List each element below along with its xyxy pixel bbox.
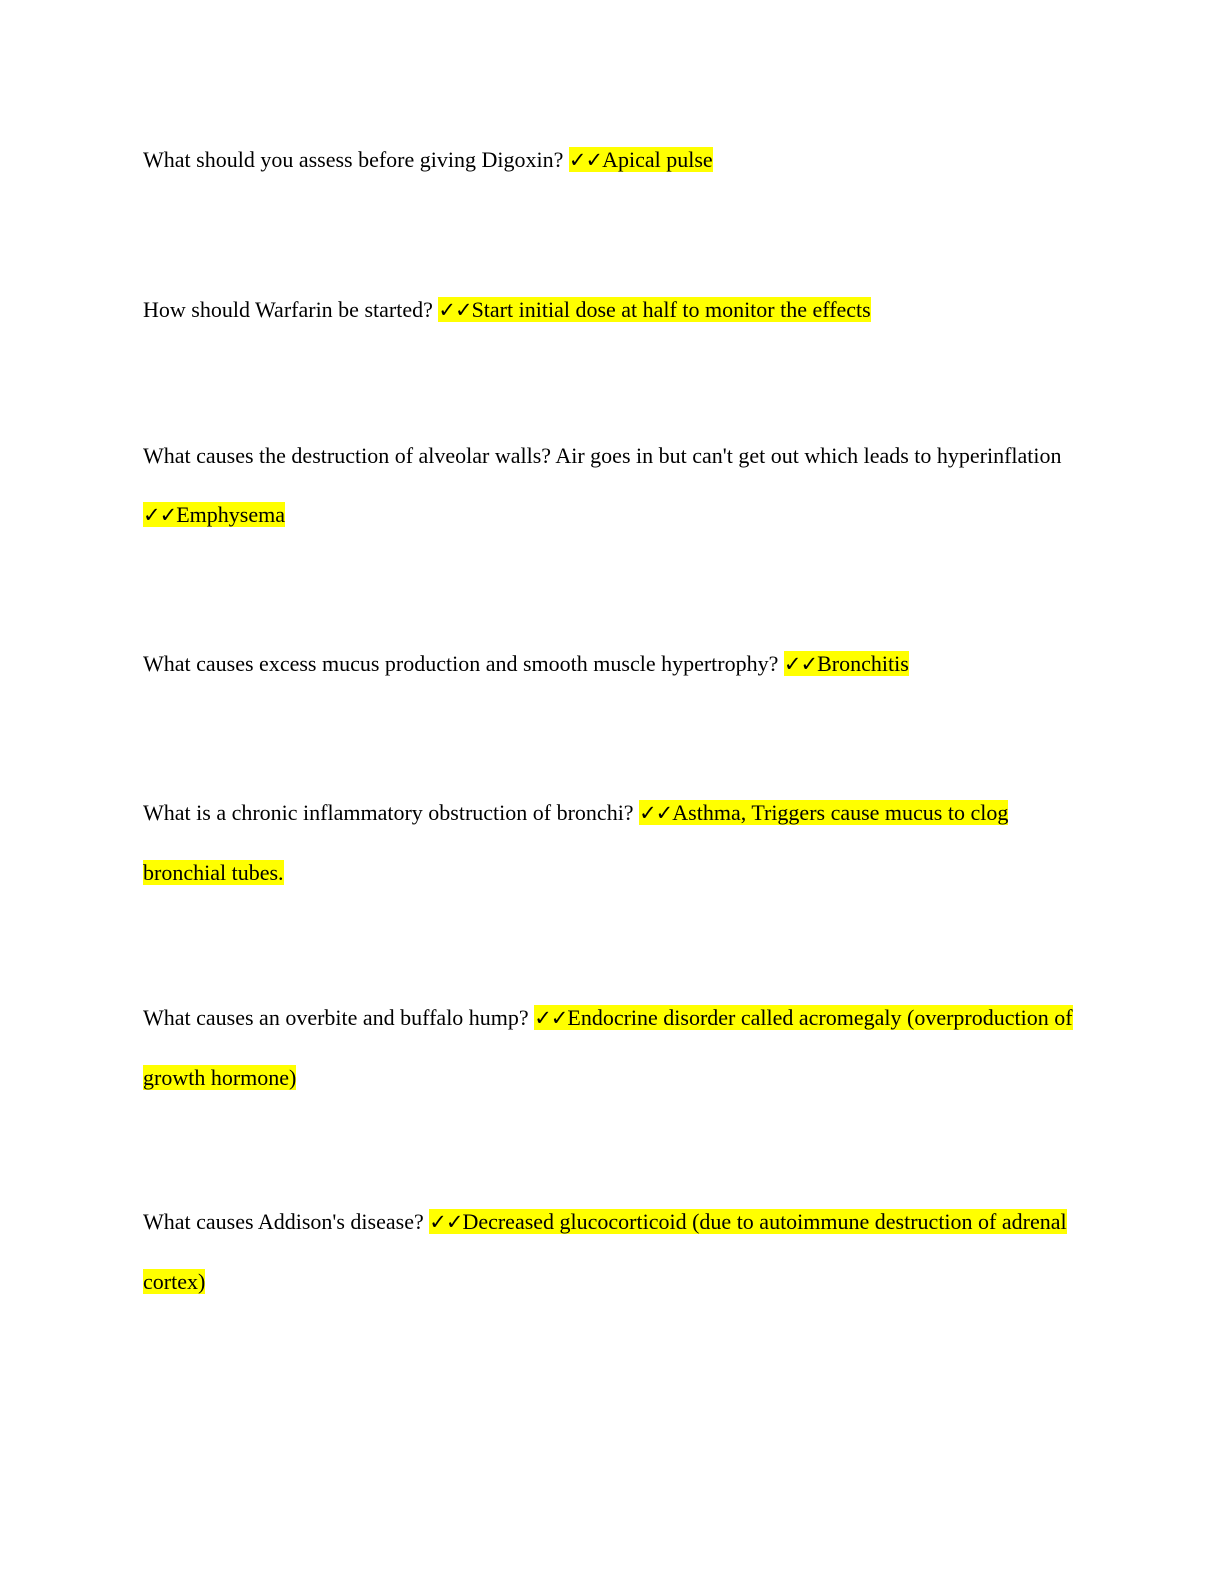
double-check-icon: ✓✓ xyxy=(438,298,472,322)
question-text: What is a chronic inflammatory obstruction of bronchi? xyxy=(143,800,640,825)
double-check-icon: ✓✓ xyxy=(639,801,673,825)
qa-item-asthma xyxy=(143,783,1083,902)
question-text: What causes the destruction of alveolar walls? Air goes in but can't get out which leads to hyperinflation xyxy=(143,443,1062,468)
question-text: What causes excess mucus production and smooth muscle hypertrophy? xyxy=(143,651,784,676)
qa-item-bronchitis xyxy=(143,634,1083,694)
answer-text: Emphysema xyxy=(176,502,285,527)
double-check-icon: ✓✓ xyxy=(534,1006,568,1030)
answer-highlight xyxy=(784,651,909,676)
double-check-icon: ✓✓ xyxy=(429,1210,463,1234)
answer-highlight xyxy=(569,147,713,172)
question-text: What causes Addison's disease? xyxy=(143,1209,430,1234)
question-text: How should Warfarin be started? xyxy=(143,297,439,322)
qa-item-warfarin xyxy=(143,280,1083,340)
answer-text: Decreased glucocorticoid (due to autoimmune destruction of adrenal cortex) xyxy=(143,1209,1067,1294)
answer-text: Endocrine disorder called acromegaly (overproduction of growth hormone) xyxy=(143,1005,1073,1090)
qa-item-emphysema xyxy=(143,426,1083,545)
answer-text: Apical pulse xyxy=(602,147,713,172)
question-text: What should you assess before giving Digoxin? xyxy=(143,147,569,172)
double-check-icon: ✓✓ xyxy=(568,148,603,172)
double-check-icon: ✓✓ xyxy=(143,503,177,527)
answer-text: Start initial dose at half to monitor the effects xyxy=(471,297,871,322)
answer-highlight xyxy=(438,297,870,322)
question-text: What causes an overbite and buffalo hump? xyxy=(143,1005,535,1030)
double-check-icon: ✓✓ xyxy=(783,652,818,676)
answer-highlight xyxy=(143,502,285,527)
qa-item-digoxin xyxy=(143,130,1083,190)
answer-text: Asthma, Triggers cause mucus to clog bronchial tubes. xyxy=(143,800,1009,885)
answer-text: Bronchitis xyxy=(817,651,909,676)
qa-item-acromegaly xyxy=(143,988,1083,1107)
qa-item-addisons xyxy=(143,1192,1083,1311)
